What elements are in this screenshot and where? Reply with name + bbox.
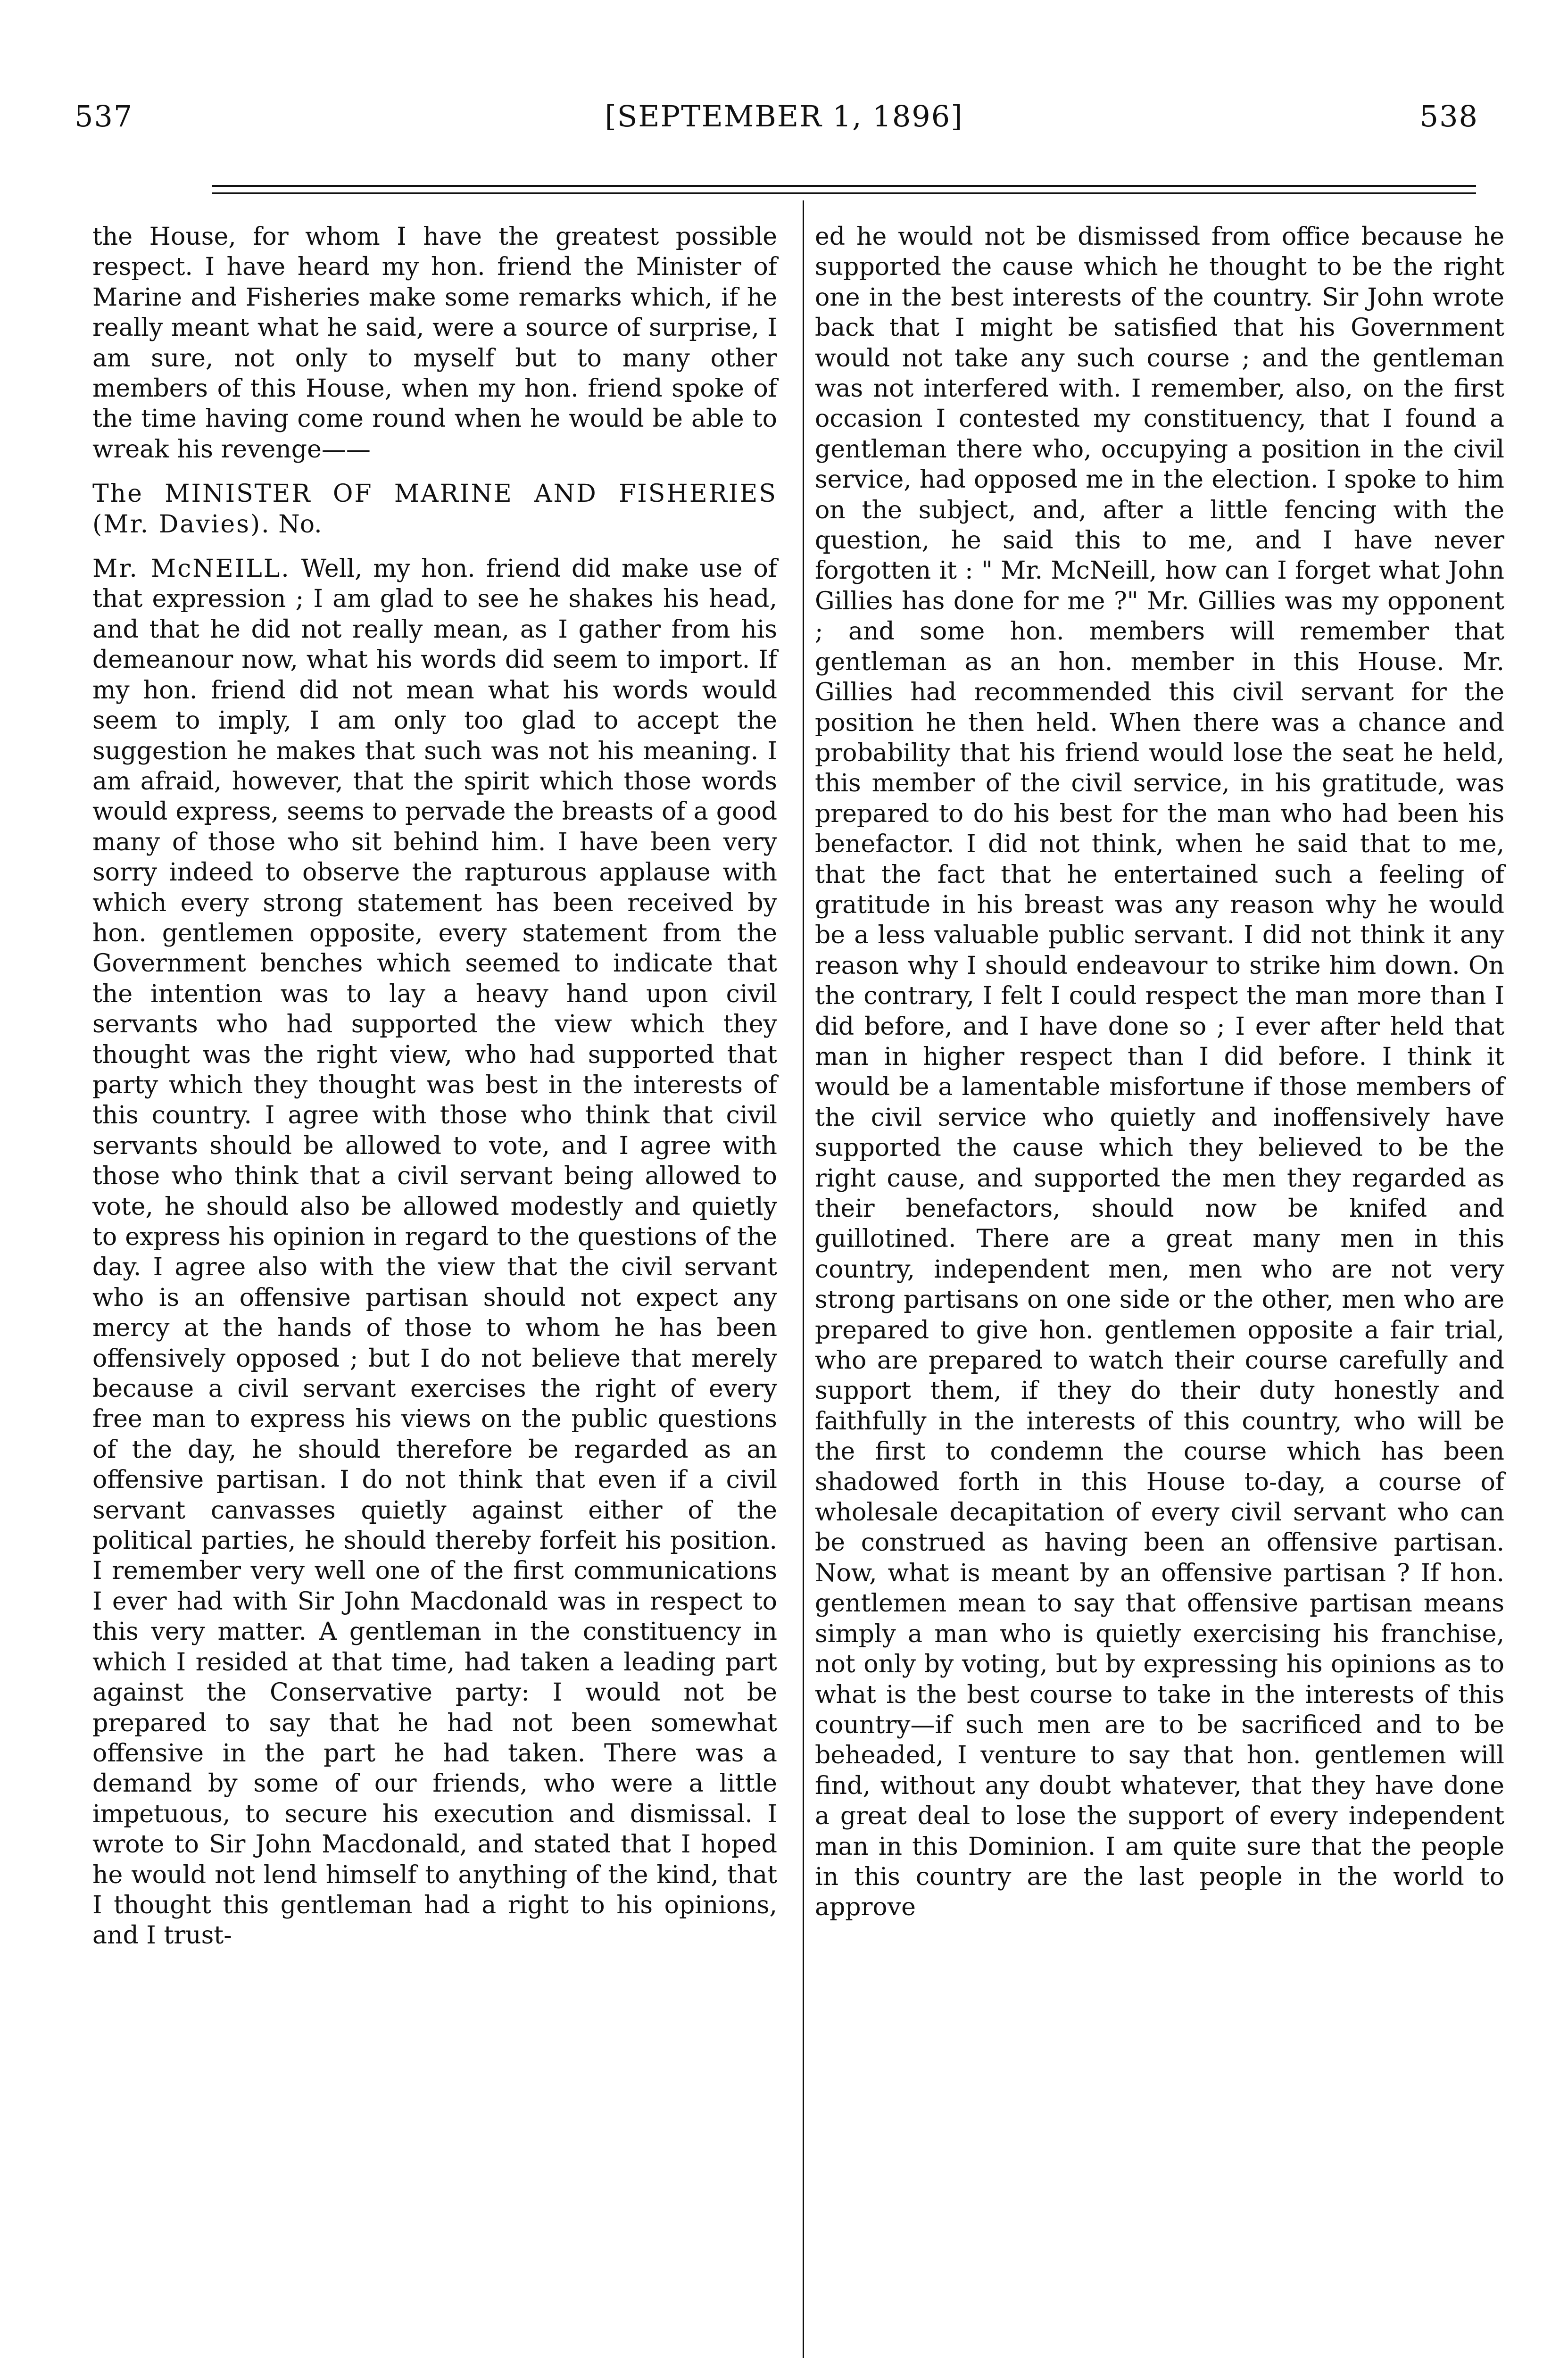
- speaker-name: The MINISTER OF MARINE AND FISHERIES (Mr. Davies).: [92, 480, 777, 539]
- paragraph: [92, 479, 777, 540]
- page-number-left: 537: [75, 99, 133, 133]
- paragraph: ed he would not be dismissed from office because he supported the cause which he thought to be the right one in the best interests of the country. Sir John wrote back that I might be satisfied that his Government would not take any such course ; and the gentleman was not interfered with. I remember, also, on the first occasion I contested my constituency, that I found a gentleman there who, occupying a position in the civil service, had opposed me in the election. I spoke to him on the subject, and, after a little fencing with the question, he said this to me, and I have never forgotten it : " Mr. McNeill, how can I forget what John Gillies has done for me ?" Mr. Gillies was my opponent ; and some hon. members will remember that gentleman as an hon. member in this House. Mr. Gillies had recommended this civil servant for the position he then held. When there was a chance and probability that his friend would lose the seat he held, this member of the civil service, in his gratitude, was prepared to do his best for the man who had been his benefactor. I did not think, when he said that to me, that the fact that he entertained such a feeling of gratitude in his breast was any reason why he would be a less valuable public servant. I did not think it any reason why I should endeavour to strike him down. On the contrary, I felt I could respect the man more than I did before, and I have done so ; I ever after held that man in higher respect than I did before. I think it would be a lamentable misfortune if those members of the civil service who quietly and inoffensively have supported the cause which they believed to be the right cause, and supported the men they regarded as their benefactors, should now be knifed and guillotined. There are a great many men in this country, independent men, men who are not very strong partisans on one side or the other, men who are prepared to give hon. gentlemen opposite a fair trial, who are prepared to watch their course carefully and support them, if they do their duty honestly and faithfully in the interests of this country, who will be the first to condemn the course which has been shadowed forth in this House to-day, a course of wholesale decapitation of every civil servant who can be construed as having been an offensive partisan. Now, what is meant by an offensive partisan ? If hon. gentlemen mean to say that offensive partisan means simply a man who is quietly exercising his franchise, not only by voting, but by expressing his opinions as to what is the best course to take in the interests of this country—if such men are to be sacrificed and to be beheaded, I venture to say that hon. gentlemen will find, without any doubt whatever, that they have done a great deal to lose the support of every independent man in this Dominion. I am quite sure that the people in this country are the last people in the world to approve: [815, 223, 1504, 1922]
- paragraph: the House, for whom I have the greatest possible respect. I have heard my hon. friend the Minister of Marine and Fisheries make some remarks which, if he really meant what he said, were a source of surprise, I am sure, not only to myself but to many other members of this House, when my hon. friend spoke of the time having come round when he would be able to wreak his revenge——: [92, 223, 777, 464]
- speech-text: Well, my hon. friend did make use of that expression ; I am glad to see he shakes his head, and that he did not really mean, as I gather from his demeanour now, what his words did seem to import. If my hon. friend did not mean what his words would seem to imply, I am only too glad to accept the suggestion he makes that such was not his meaning. I am afraid, however, that the spirit which those words would express, seems to pervade the breasts of a good many of those who sit behind him. I have been very sorry indeed to observe the rapturous applause with which every strong statement has been received by hon. gentlemen opposite, every statement from the Government benches which seemed to indicate that the intention was to lay a heavy hand upon civil servants who had supported the view which they thought was the right view, who had supported that party which they thought was best in the interests of this country. I agree with those who think that civil servants should be allowed to vote, and I agree with those who think that a civil servant being allowed to vote, he should also be allowed modestly and quietly to express his opinion in regard to the questions of the day. I agree also with the view that the civil servant who is an offensive partisan should not expect any mercy at the hands of those to whom he has been offensively opposed ; but I do not believe that merely because a civil servant exercises the right of every free man to express his views on the public questions of the day, he should therefore be regarded as an offensive partisan. I do not think that even if a civil servant canvasses quietly against either of the political parties, he should thereby forfeit his position. I remember very well one of the first communications I ever had with Sir John Macdonald was in respect to this very matter. A gentleman in the constituency in which I resided at that time, had taken a leading part against the Conservative party: I would not be prepared to say that he had not been somewhat offensive in the part he had taken. There was a demand by some of our friends, who were a little impetuous, to secure his execution and dismissal. I wrote to Sir John Macdonald, and stated that I hoped he would not lend himself to anything of the kind, that I thought this gentleman had a right to his opinions, and I trust-: [92, 555, 777, 1950]
- speech-text: No.: [278, 510, 322, 539]
- paragraph: [92, 554, 777, 1951]
- header-rule-thick: [212, 185, 1476, 187]
- left-column: [92, 222, 777, 1951]
- right-column: [815, 222, 1504, 1923]
- header-rule-thin: [212, 192, 1476, 194]
- speaker-name: Mr. McNEILL.: [92, 555, 290, 583]
- page-number-right: 538: [1419, 99, 1478, 133]
- column-divider: [803, 200, 804, 2358]
- page-date-header: [SEPTEMBER 1, 1896]: [605, 99, 963, 133]
